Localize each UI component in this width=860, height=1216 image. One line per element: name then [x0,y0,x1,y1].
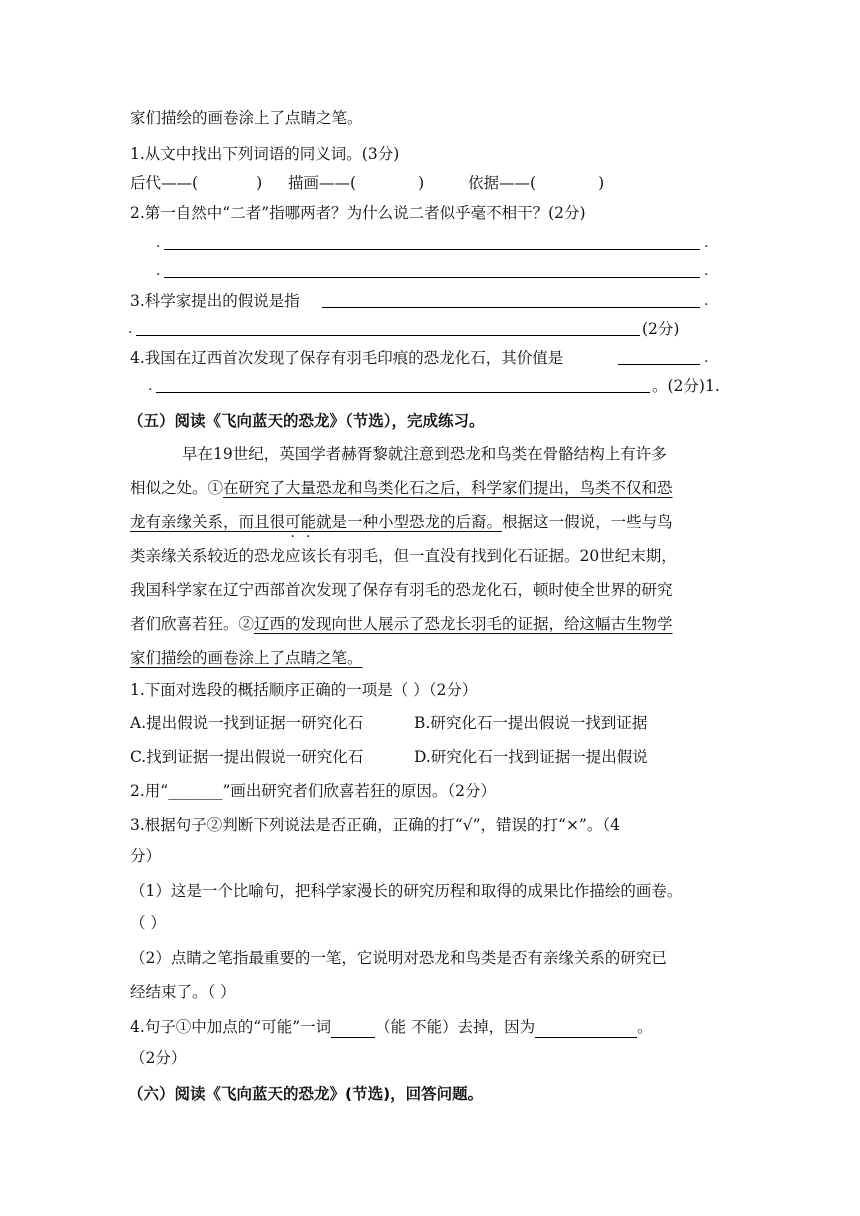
statement-1: （1）这是一个比喻句，把科学家漫长的研究历程和取得的成果比作描绘的画卷。 [130,882,683,900]
question-1-word-3: 依据——( ) [468,174,605,192]
sentence-2-underlined: 辽西的发现向世人展示了恐龙长羽毛的证据，给这幅古生物学 [254,615,673,633]
answer-dot: . [704,350,709,366]
statement-1-answer-paren[interactable]: （ ） [130,914,166,932]
answer-line[interactable] [164,249,700,250]
dotted-char: 能 [300,513,317,531]
option-a: A.提出假说一找到证据一研究化石 [130,714,364,732]
statement-2: （2）点睛之笔指最重要的一笔，它说明对恐龙和鸟类是否有亲缘关系的研究已 [130,949,667,967]
section-5-question-2: 2.用“_______”画出研究者们欣喜若狂的原因。（2分） [130,782,496,800]
option-c: C.找到证据一提出假说一研究化石 [130,748,364,766]
answer-line[interactable] [164,277,700,278]
question-3-points: (2分) [642,320,680,338]
sentence-1-underlined: 龙有亲缘关系，而且很可能就是一种小型恐龙的后裔。 [130,513,503,531]
question-4: 4.我国在辽西首次发现了保存有羽毛印痕的恐龙化石，其价值是 [130,349,564,367]
answer-dot: . [148,378,153,394]
answer-dot: . [156,235,161,251]
answer-blank[interactable] [331,1019,375,1038]
question-4-points: 。(2分)1. [652,377,720,395]
answer-dot: . [704,235,709,251]
passage-line: 龙有亲缘关系，而且很可能就是一种小型恐龙的后裔。根据这一假说，一些与鸟 [130,513,673,531]
answer-dot: . [704,263,709,279]
passage-line: 我国科学家在辽宁西部首次发现了保存有羽毛的恐龙化石，顿时使全世界的研究 [130,581,673,599]
answer-line[interactable] [618,364,700,365]
carry-over-line: 家们描绘的画卷涂上了点睛之笔。 [130,109,363,127]
answer-dot: . [704,293,709,309]
answer-line[interactable] [322,307,700,308]
sentence-1-underlined: 在研究了大量恐龙和鸟类化石之后，科学家们提出，鸟类不仅和恐 [223,479,673,497]
option-d: D.研究化石一找到证据一提出假说 [414,748,648,766]
section-5-question-1: 1.下面对选段的概括顺序正确的一项是（ ）（2分） [130,681,478,699]
answer-line[interactable] [136,335,640,336]
dotted-char: 可 [285,513,301,531]
passage-line: 相似之处。①在研究了大量恐龙和鸟类化石之后，科学家们提出，鸟类不仅和恐 [130,479,673,497]
statement-2-cont: 经结束了。（ ） [130,983,236,1001]
option-b: B.研究化石一提出假说一找到证据 [414,714,648,732]
passage-line [130,647,363,669]
section-5-question-3: 3.根据句子②判断下列说法是否正确，正确的打“√”，错误的打“×”。（4 [130,816,620,834]
section-5-question-3-cont: 分） [130,847,162,865]
passage-line: 早在19世纪，英国学者赫胥黎就注意到恐龙和鸟类在骨骼结构上有许多 [182,445,667,463]
question-1-word-1: 后代——( ) [130,174,263,192]
passage-line: 者们欣喜若狂。②辽西的发现向世人展示了恐龙长羽毛的证据，给这幅古生物学 [130,615,673,633]
section-6-title: （六）阅读《飞向蓝天的恐龙》(节选)，回答问题。 [128,1085,484,1103]
question-1: 1.从文中找出下列词语的同义词。(3分) [130,145,400,163]
answer-blank[interactable] [535,1019,637,1038]
question-1-word-2: 描画——( ) [288,174,425,192]
section-5-title: （五）阅读《飞向蓝天的恐龙》（节选），完成练习。 [128,412,485,430]
answer-dot: . [156,263,161,279]
answer-dot: . [128,321,133,337]
section-5-question-4: 4.句子①中加点的“可能”一词 （能 不能）去掉，因为 。 [130,1018,653,1036]
section-5-question-4-points: （2分） [130,1049,187,1067]
answer-line[interactable] [156,392,650,393]
sentence-2-underlined: 家们描绘的画卷涂上了点睛之笔。 [130,649,363,667]
question-2: 2.第一自然中“二者”指哪两者？为什么说二者似乎毫不相干？(2分) [130,204,586,222]
passage-line: 类亲缘关系较近的恐龙应该长有羽毛，但一直没有找到化石证据。20世纪末期， [130,547,677,565]
question-3: 3.科学家提出的假说是指 [130,292,300,310]
